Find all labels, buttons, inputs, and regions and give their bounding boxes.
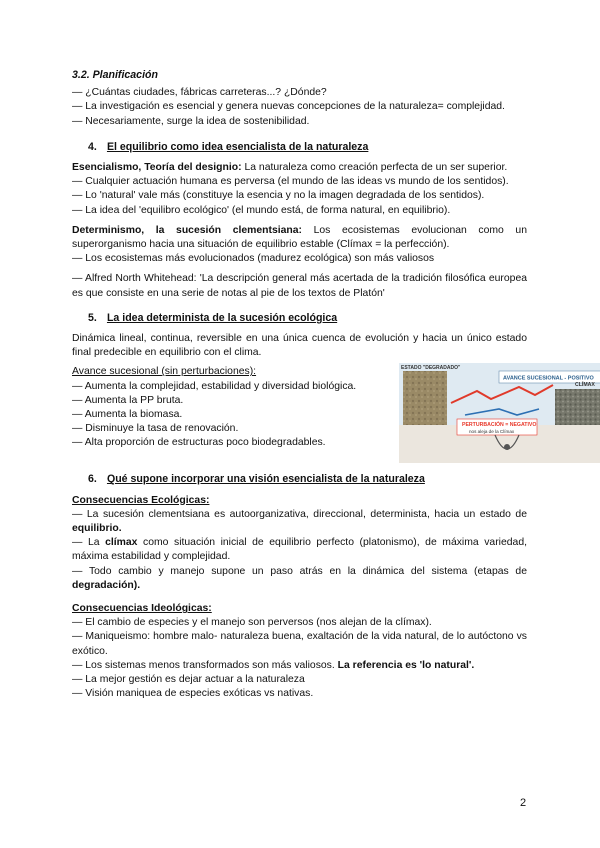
page-number: 2 bbox=[520, 797, 527, 809]
s4-line-2: — Lo 'natural' vale más (constituye la esencia y no la imagen degradada de los sentidos). bbox=[72, 190, 485, 202]
ideo-line-5: — Visión maniquea de especies exóticas vs nativas. bbox=[72, 688, 314, 700]
perturbation-sublabel: nos aleja de la Clímax bbox=[469, 429, 515, 435]
s4-paragraph-1 bbox=[72, 161, 527, 175]
s32-line-2: — La investigación es esencial y genera nuevas concepciones de la naturaleza= complejidad. bbox=[72, 101, 505, 113]
ideo-line-3 bbox=[72, 659, 527, 673]
eco3-bold: degradación). bbox=[72, 579, 141, 591]
ideo3-text: — Los sistemas menos transformados son más valiosos. bbox=[72, 659, 338, 671]
section-4-number: 4. bbox=[88, 140, 97, 153]
s5-list bbox=[72, 360, 382, 463]
section-6-title: Qué supone incorporar una visión esencialista de la naturaleza bbox=[106, 473, 425, 486]
s5-item-5: — Alta proporción de estructuras poco biodegradables. bbox=[72, 437, 326, 449]
s4-p2-text: Los ecosistemas evolucionan como un superorganismo hacia una situación de equilibrio estable (Clímax = la perfección). bbox=[72, 224, 527, 251]
avance-label: AVANCE SUCESIONAL - POSITIVO bbox=[503, 375, 594, 382]
eco3-text: — Todo cambio y manejo supone un paso atrás en la dinámica del sistema (etapas de bbox=[72, 565, 527, 577]
s4-paragraph-2 bbox=[72, 224, 527, 252]
degraded-photo-texture bbox=[403, 371, 447, 425]
section-4-heading bbox=[88, 140, 527, 154]
s5-item-4: — Disminuye la tasa de renovación. bbox=[72, 423, 239, 435]
eco2-text-a: — La bbox=[72, 537, 106, 549]
s4-quote: — Alfred North Whitehead: 'La descripción general más acertada de la tradición filosófica europea es que consiste en una serie de notas al pie de los textos de Platón' bbox=[72, 273, 527, 299]
section-6-number: 6. bbox=[88, 473, 97, 486]
s5-item-2: — Aumenta la PP bruta. bbox=[72, 394, 184, 406]
eco2-text-c: como situación inicial de equilibrio perfecto (platonismo), de máxima variedad, máxima estabilidad y complejidad. bbox=[72, 537, 527, 563]
eco1-text: — La sucesión clementsiana es autoorganizativa, direccional, determinista, hacia un estado de bbox=[72, 508, 527, 520]
s4-p1-text: La naturaleza como creación perfecta de un ser superior. bbox=[241, 162, 508, 174]
eco-consequences-heading: Consecuencias Ecológicas: bbox=[72, 494, 210, 506]
spacer bbox=[72, 593, 527, 602]
section-5-number: 5. bbox=[88, 311, 97, 324]
s4-p1-term: Esencialismo, Teoría del designio: bbox=[72, 162, 242, 174]
s4-line-4: — Los ecosistemas más evolucionados (madurez ecológica) son más valiosos bbox=[72, 253, 435, 265]
succession-illustration bbox=[399, 363, 600, 463]
ideo-line-4: — La mejor gestión es dejar actuar a la naturaleza bbox=[72, 674, 305, 686]
section-3-2-title: 3.2. Planificación bbox=[72, 69, 158, 81]
s32-line-1: — ¿Cuántas ciudades, fábricas carreteras...? ¿Dónde? bbox=[72, 87, 327, 99]
eco2-bold: clímax bbox=[105, 537, 138, 549]
eco1-bold: equilibrio. bbox=[72, 523, 122, 535]
climax-label: CLÍMAX bbox=[575, 382, 595, 389]
succession-figure bbox=[399, 363, 600, 463]
s5-subheading: Avance sucesional (sin perturbaciones): bbox=[72, 366, 257, 378]
section-5-heading bbox=[88, 311, 527, 325]
s5-list-and-figure bbox=[72, 360, 595, 463]
ideo-consequences-heading: Consecuencias Ideológicas: bbox=[72, 603, 212, 615]
ideo3-bold: La referencia es 'lo natural'. bbox=[337, 659, 475, 671]
document-page bbox=[72, 68, 595, 702]
perturbation-label: PERTURBACIÓN = NEGATIVO bbox=[462, 422, 537, 429]
basin-ball bbox=[504, 444, 510, 450]
eco-line-3 bbox=[72, 565, 527, 593]
s4-p2-term: Determinismo, la sucesión clementsiana: bbox=[72, 224, 303, 236]
s5-item-3: — Aumenta la biomasa. bbox=[72, 409, 183, 421]
ideo-line-2: — Maniqueismo: hombre malo- naturaleza buena, exaltación de la vida natural, de lo autóctono vs exótico. bbox=[72, 631, 527, 657]
climax-photo-texture bbox=[555, 389, 600, 425]
section-6-heading bbox=[88, 472, 527, 486]
ideo-line-1: — El cambio de especies y el manejo son perversos (nos alejan de la clímax). bbox=[72, 617, 432, 629]
degraded-label: ESTADO "DEGRADADO" bbox=[401, 365, 461, 372]
s4-line-1: — Cualquier actuación humana es perversa (el mundo de las ideas vs mundo de los sentidos). bbox=[72, 176, 509, 188]
section-5-title: La idea determinista de la sucesión ecológica bbox=[106, 311, 338, 324]
s4-line-3: — La idea del 'equilibro ecológico' (el mundo está, de forma natural, en equilibrio). bbox=[72, 204, 451, 216]
s5-item-1: — Aumenta la complejidad, estabilidad y diversidad biológica. bbox=[72, 380, 357, 392]
section-4-title: El equilibrio como idea esencialista de la naturaleza bbox=[106, 140, 369, 153]
s5-intro: Dinámica lineal, continua, reversible en una única cuenca de evolución y hacia un único estado final predecible en equilibrio con el clima. bbox=[72, 333, 527, 359]
s32-line-3: — Necesariamente, surge la idea de sostenibilidad. bbox=[72, 115, 310, 127]
eco-line-2 bbox=[72, 536, 527, 564]
eco-line-1 bbox=[72, 508, 527, 536]
